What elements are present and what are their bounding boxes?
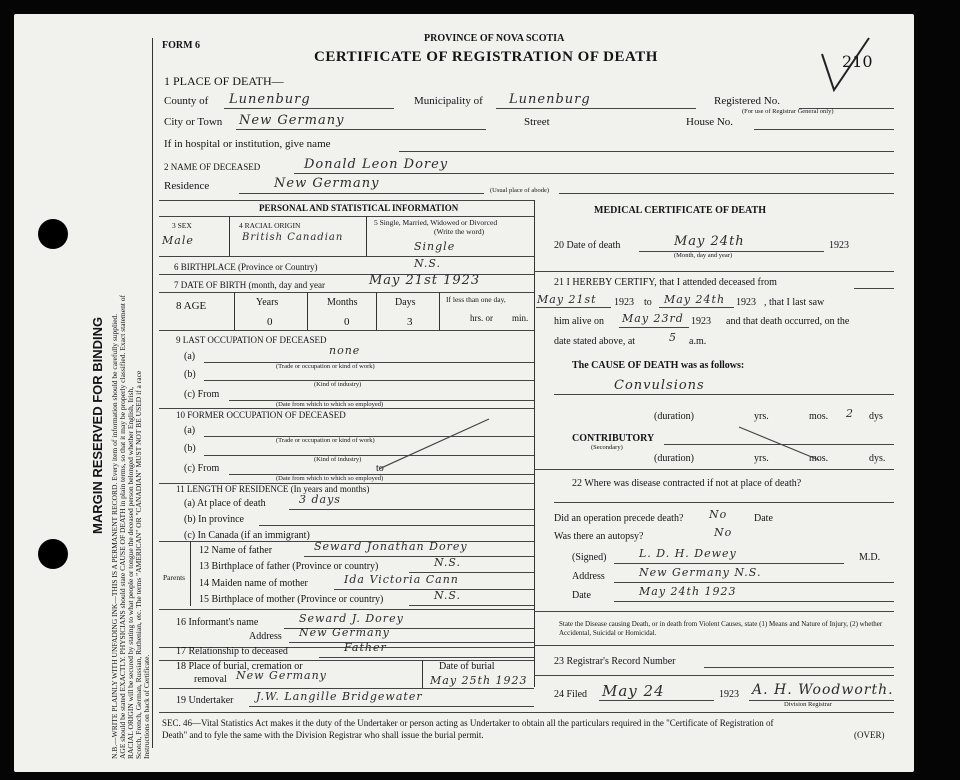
date-of-death-value: May 24th: [674, 234, 745, 249]
former-b: (b): [184, 443, 196, 454]
father-birthplace-value: N.S.: [434, 556, 462, 569]
age-days-label: Days: [395, 297, 416, 308]
certify-label: 21 I HEREBY CERTIFY, that I attended deceased from: [554, 277, 777, 288]
residence-note: (Usual place of abode): [490, 187, 550, 194]
occ-trade-note: (Trade or occupation or kind of work): [276, 363, 375, 370]
footer-over: (OVER): [854, 730, 885, 740]
last-occupation-label: 9 LAST OCCUPATION OF DECEASED: [176, 335, 327, 345]
duration-days-value: 2: [846, 407, 854, 420]
physician-address-value: New Germany N.S.: [639, 566, 762, 579]
last-saw-label: , that I last saw: [764, 297, 825, 308]
former-c-from: (c) From: [184, 463, 220, 474]
cause-label: The CAUSE OF DEATH was as follows:: [572, 360, 745, 371]
left-border: [152, 38, 153, 748]
deceased-name-value: Donald Leon Dorey: [304, 157, 449, 172]
age-days-value: 3: [407, 316, 413, 328]
attended-from-value: May 21st: [537, 293, 597, 306]
medical-heading: MEDICAL CERTIFICATE OF DEATH: [594, 205, 766, 216]
duration-mos-1: mos.: [809, 411, 829, 422]
filed-year: 1923: [719, 689, 739, 700]
municipality-label: Municipality of: [414, 95, 483, 107]
county-value: Lunenburg: [229, 92, 311, 107]
less-than-day-label: If less than one day,: [446, 295, 506, 304]
residence-length-b: (b) In province: [184, 514, 244, 525]
min-label: min.: [512, 313, 529, 323]
date-of-death-note: (Month, day and year): [674, 252, 733, 259]
last-occupation-value: none: [329, 344, 361, 357]
secondary-note: (Secondary): [591, 444, 623, 451]
filed-date-value: May 24: [602, 682, 665, 700]
hrs-label: hrs. or: [470, 313, 493, 323]
attended-to-label: to: [644, 297, 652, 308]
former-a: (a): [184, 425, 196, 436]
attended-to-value: May 24th: [664, 293, 726, 306]
date-of-death-label: 20 Date of death: [554, 240, 621, 251]
form-number: FORM 6: [162, 40, 201, 51]
registrar-name-value: A. H. Woodworth.: [752, 682, 894, 698]
birthplace-label: 6 BIRTHPLACE (Province or Country): [174, 262, 318, 272]
state-note: State the Disease causing Death, or in death from Violent Causes, state (1) Means and Nature of Injury, (2) whether Accidental, Suicidal or Homicidal.: [559, 620, 883, 637]
former-date-note: (Date from which to which so employed): [276, 475, 384, 482]
informant-value: Seward J. Dorey: [299, 612, 404, 625]
mother-value: Ida Victoria Cann: [344, 573, 459, 586]
sex-label: 3 SEX: [172, 221, 192, 230]
marital-label: 5 Single, Married, Widowed or Divorced: [374, 218, 498, 227]
footer-line-1: SEC. 46—Vital Statistics Act makes it the duty of the Undertaker or person acting as Undertaker to obtain all the particulars required in the "Certificate of Registration of: [162, 718, 774, 728]
margin-note-5: Instructions on back of Certificate.: [142, 654, 151, 759]
physician-date-value: May 24th 1923: [639, 585, 737, 598]
duration-label-2: (duration): [654, 453, 694, 464]
racial-origin-label: 4 RACIAL ORIGIN: [239, 221, 301, 230]
duration-yrs-2: yrs.: [754, 453, 769, 464]
father-value: Seward Jonathan Dorey: [314, 540, 468, 553]
age-years-label: Years: [256, 297, 279, 308]
certificate-title: CERTIFICATE OF REGISTRATION OF DEATH: [314, 49, 658, 65]
occ-a: (a): [184, 351, 196, 362]
duration-label-1: (duration): [654, 411, 694, 422]
undertaker-value: J.W. Langille Bridgewater: [256, 690, 423, 703]
footer-line-2: Death" and to fyle the same with the Division Registrar who shall issue the burial permit.: [162, 730, 484, 740]
registrar-number-label: 23 Registrar's Record Number: [554, 656, 676, 667]
mother-birthplace-label: 15 Birthplace of mother (Province or country): [199, 594, 384, 605]
duration-dys-1: dys: [869, 411, 883, 422]
former-industry-note: (Kind of industry): [314, 456, 362, 463]
duration-dys-2: dys.: [869, 453, 886, 464]
former-to: to: [376, 463, 384, 474]
father-label: 12 Name of father: [199, 545, 273, 556]
date-stated-label: date stated above, at: [554, 336, 636, 347]
time-of-death-value: 5: [669, 331, 677, 344]
check-mark-icon: [814, 32, 874, 92]
city-label: City or Town: [164, 116, 223, 128]
county-label: County of: [164, 95, 209, 107]
margin-note-4: Scotch, French, German, Russian, Ruthenian, etc. The terms "AMERICAN" OR "CANADIAN" MUST NOT BE USED if a race: [134, 370, 143, 759]
punch-hole-top: [38, 219, 68, 249]
autopsy-value: No: [714, 526, 733, 539]
place-of-death-heading: 1 PLACE OF DEATH—: [164, 74, 284, 88]
residence-length-a: (a) At place of death: [184, 498, 266, 509]
burial-date-value: May 25th 1923: [430, 674, 528, 687]
operation-label: Did an operation precede death?: [554, 513, 684, 524]
deceased-name-label: 2 NAME OF DECEASED: [164, 162, 261, 172]
personal-heading: PERSONAL AND STATISTICAL INFORMATION: [259, 203, 459, 213]
residence-length-c: (c) In Canada (if an immigrant): [184, 530, 310, 541]
parents-label: Parents: [163, 573, 186, 582]
signed-label: (Signed): [572, 552, 607, 563]
filed-label: 24 Filed: [554, 689, 588, 700]
racial-origin-value: British Canadian: [242, 232, 344, 243]
physician-address-label: Address: [572, 571, 605, 582]
mother-birthplace-value: N.S.: [434, 589, 462, 602]
q22-label: 22 Where was disease contracted if not at place of death?: [572, 478, 802, 489]
relationship-value: Father: [344, 641, 387, 654]
duration-yrs-1: yrs.: [754, 411, 769, 422]
former-trade-note: (Trade or occupation or kind of work): [276, 437, 375, 444]
relationship-label: 17 Relationship to deceased: [176, 646, 288, 657]
operation-date-label: Date: [754, 513, 773, 524]
operation-value: No: [709, 508, 728, 521]
margin-heading: MARGIN RESERVED FOR BINDING: [90, 316, 105, 534]
punch-hole-bottom: [38, 539, 68, 569]
burial-label-removal: removal: [194, 674, 227, 685]
age-months-label: Months: [327, 297, 358, 308]
certificate-paper: [14, 14, 914, 772]
cause-value: Convulsions: [614, 378, 705, 393]
undertaker-label: 19 Undertaker: [176, 695, 234, 706]
md-label: M.D.: [859, 552, 881, 563]
residence-label: Residence: [164, 180, 210, 192]
dash-stroke-icon: [734, 422, 824, 462]
city-value: New Germany: [239, 113, 345, 128]
municipality-value: Lunenburg: [509, 92, 591, 107]
burial-label: 18 Place of burial, cremation or: [176, 661, 303, 672]
date-of-death-year: 1923: [829, 240, 849, 251]
margin-note-1: N.B.—WRITE PLAINLY WITH UNFADING INK—THIS IS A PERMANENT RECORD. Every item of information should be carefully supplied.: [110, 313, 119, 759]
street-label: Street: [524, 116, 550, 128]
registered-note: (For use of Registrar General only): [742, 108, 834, 115]
time-unit: a.m.: [689, 336, 707, 347]
duration-mos-2: mos.: [809, 453, 829, 464]
alive-on-year: 1923: [691, 316, 711, 327]
autopsy-label: Was there an autopsy?: [554, 531, 644, 542]
marital-value: Single: [414, 240, 456, 253]
dob-value: May 21st 1923: [369, 273, 481, 288]
age-label: 8 AGE: [176, 300, 207, 312]
sex-value: Male: [162, 234, 194, 247]
age-months-value: 0: [344, 316, 350, 328]
dash-stroke-icon: [374, 414, 494, 474]
physician-date-label: Date: [572, 590, 591, 601]
registered-no-label: Registered No.: [714, 95, 780, 107]
former-occupation-label: 10 FORMER OCCUPATION OF DECEASED: [176, 410, 346, 420]
contributory-label: CONTRIBUTORY: [572, 433, 655, 444]
residence-length-a-value: 3 days: [299, 493, 341, 506]
burial-place-value: New Germany: [236, 669, 327, 682]
marital-note: (Write the word): [434, 227, 485, 236]
burial-date-label: Date of burial: [439, 661, 495, 672]
alive-on-label: him alive on: [554, 316, 604, 327]
occ-date-note: (Date from which to which so employed): [276, 401, 384, 408]
attended-from-year: 1923: [614, 297, 634, 308]
residence-length-heading: 11 LENGTH OF RESIDENCE (In years and months): [176, 484, 370, 494]
age-years-value: 0: [267, 316, 273, 328]
margin-note-3: RACIAL ORIGIN will be secured by stating to what people or tongue the deceased person belonged whether English, Irish,: [126, 386, 135, 759]
occ-c-from: (c) From: [184, 389, 220, 400]
mother-label: 14 Maiden name of mother: [199, 578, 308, 589]
residence-value: New Germany: [274, 176, 380, 191]
dob-label: 7 DATE OF BIRTH (month, day and year: [174, 280, 325, 290]
certificate-number: 210: [842, 52, 873, 71]
house-no-label: House No.: [686, 116, 734, 128]
province-heading: PROVINCE OF NOVA SCOTIA: [424, 33, 565, 44]
occ-b: (b): [184, 369, 196, 380]
birthplace-value: N.S.: [414, 257, 442, 270]
column-divider: [534, 200, 535, 687]
occ-industry-note: (Kind of industry): [314, 381, 362, 388]
informant-address-label: Address: [249, 631, 282, 642]
hospital-label: If in hospital or institution, give name: [164, 138, 331, 150]
division-registrar-note: Division Registrar: [784, 701, 832, 708]
signed-value: L. D. H. Dewey: [639, 547, 737, 560]
death-occurred-label: and that death occurred, on the: [726, 316, 850, 327]
informant-label: 16 Informant's name: [176, 617, 259, 628]
alive-on-value: May 23rd: [622, 312, 684, 325]
informant-address-value: New Germany: [299, 626, 390, 639]
margin-note-2: AGE should be stated EXACTLY. PHYSICIANS should state CAUSE OF DEATH in plain terms, so that it may be properly classified. Exact statement of: [118, 294, 127, 759]
attended-to-year: 1923: [736, 297, 756, 308]
father-birthplace-label: 13 Birthplace of father (Province or country): [199, 561, 379, 572]
